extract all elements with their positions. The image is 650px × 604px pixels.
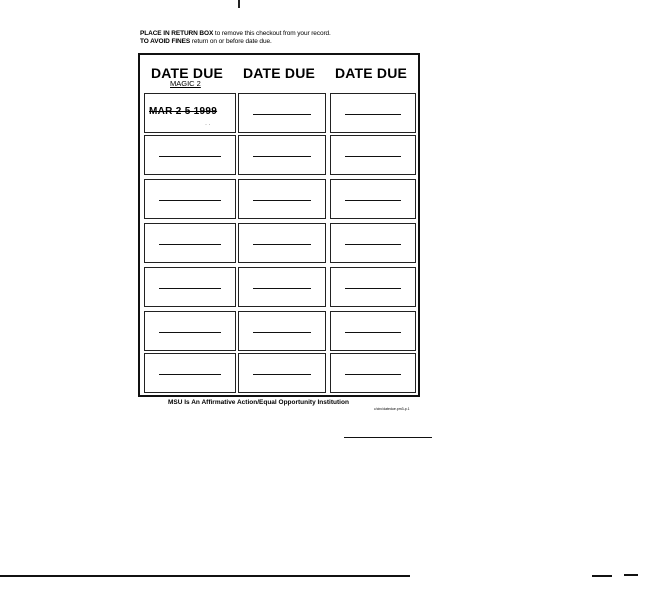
date-cell-r1-c1: [144, 93, 236, 133]
date-cell-r7-c1: [144, 353, 236, 393]
instruction-bold-2: TO AVOID FINES: [140, 38, 191, 45]
date-cell-r7-c3: [330, 353, 416, 393]
stamped-date: MAR 2 5 1999: [149, 106, 218, 117]
signature-rule: [344, 437, 432, 438]
date-cell-r4-c1: [144, 223, 236, 263]
footer-statement: MSU Is An Affirmative Action/Equal Opportunity Institution: [168, 399, 349, 406]
column-header-1: DATE DUE: [150, 65, 224, 81]
date-cell-r4-c3: [330, 223, 416, 263]
date-cell-r6-c2: [238, 311, 326, 351]
date-cell-r5-c2: [238, 267, 326, 307]
top-scan-mark: [238, 0, 240, 8]
stamp-smudge: · ·: [205, 122, 211, 128]
date-cell-r5-c1: [144, 267, 236, 307]
date-cell-r3-c1: [144, 179, 236, 219]
date-cell-r3-c3: [330, 179, 416, 219]
date-cell-r2-c2: [238, 135, 326, 175]
date-cell-r2-c3: [330, 135, 416, 175]
column-header-3: DATE DUE: [334, 65, 408, 81]
date-cell-r4-c2: [238, 223, 326, 263]
instruction-text-2: return on or before date due.: [190, 38, 272, 45]
date-cell-r7-c2: [238, 353, 326, 393]
date-cell-r5-c3: [330, 267, 416, 307]
date-cell-r1-c3: [330, 93, 416, 133]
instruction-line-2: [140, 38, 272, 45]
date-cell-r1-c2: [238, 93, 326, 133]
instruction-line-1: [140, 30, 331, 37]
instruction-bold-1: PLACE IN RETURN BOX: [140, 30, 214, 37]
date-cell-r6-c1: [144, 311, 236, 351]
date-cell-r3-c2: [238, 179, 326, 219]
date-due-card: [138, 53, 420, 397]
column-header-2: DATE DUE: [242, 65, 316, 81]
instruction-text-1: to remove this checkout from your record.: [213, 30, 331, 37]
bottom-scan-rule: [0, 575, 410, 577]
date-cell-r2-c1: [144, 135, 236, 175]
form-code: c/circ/datedue.pm3-p.1: [374, 407, 410, 411]
magic-label: MAGIC 2: [170, 79, 201, 88]
bottom-scan-mark-2: [624, 574, 638, 576]
bottom-scan-mark-1: [592, 575, 612, 577]
date-cell-r6-c3: [330, 311, 416, 351]
